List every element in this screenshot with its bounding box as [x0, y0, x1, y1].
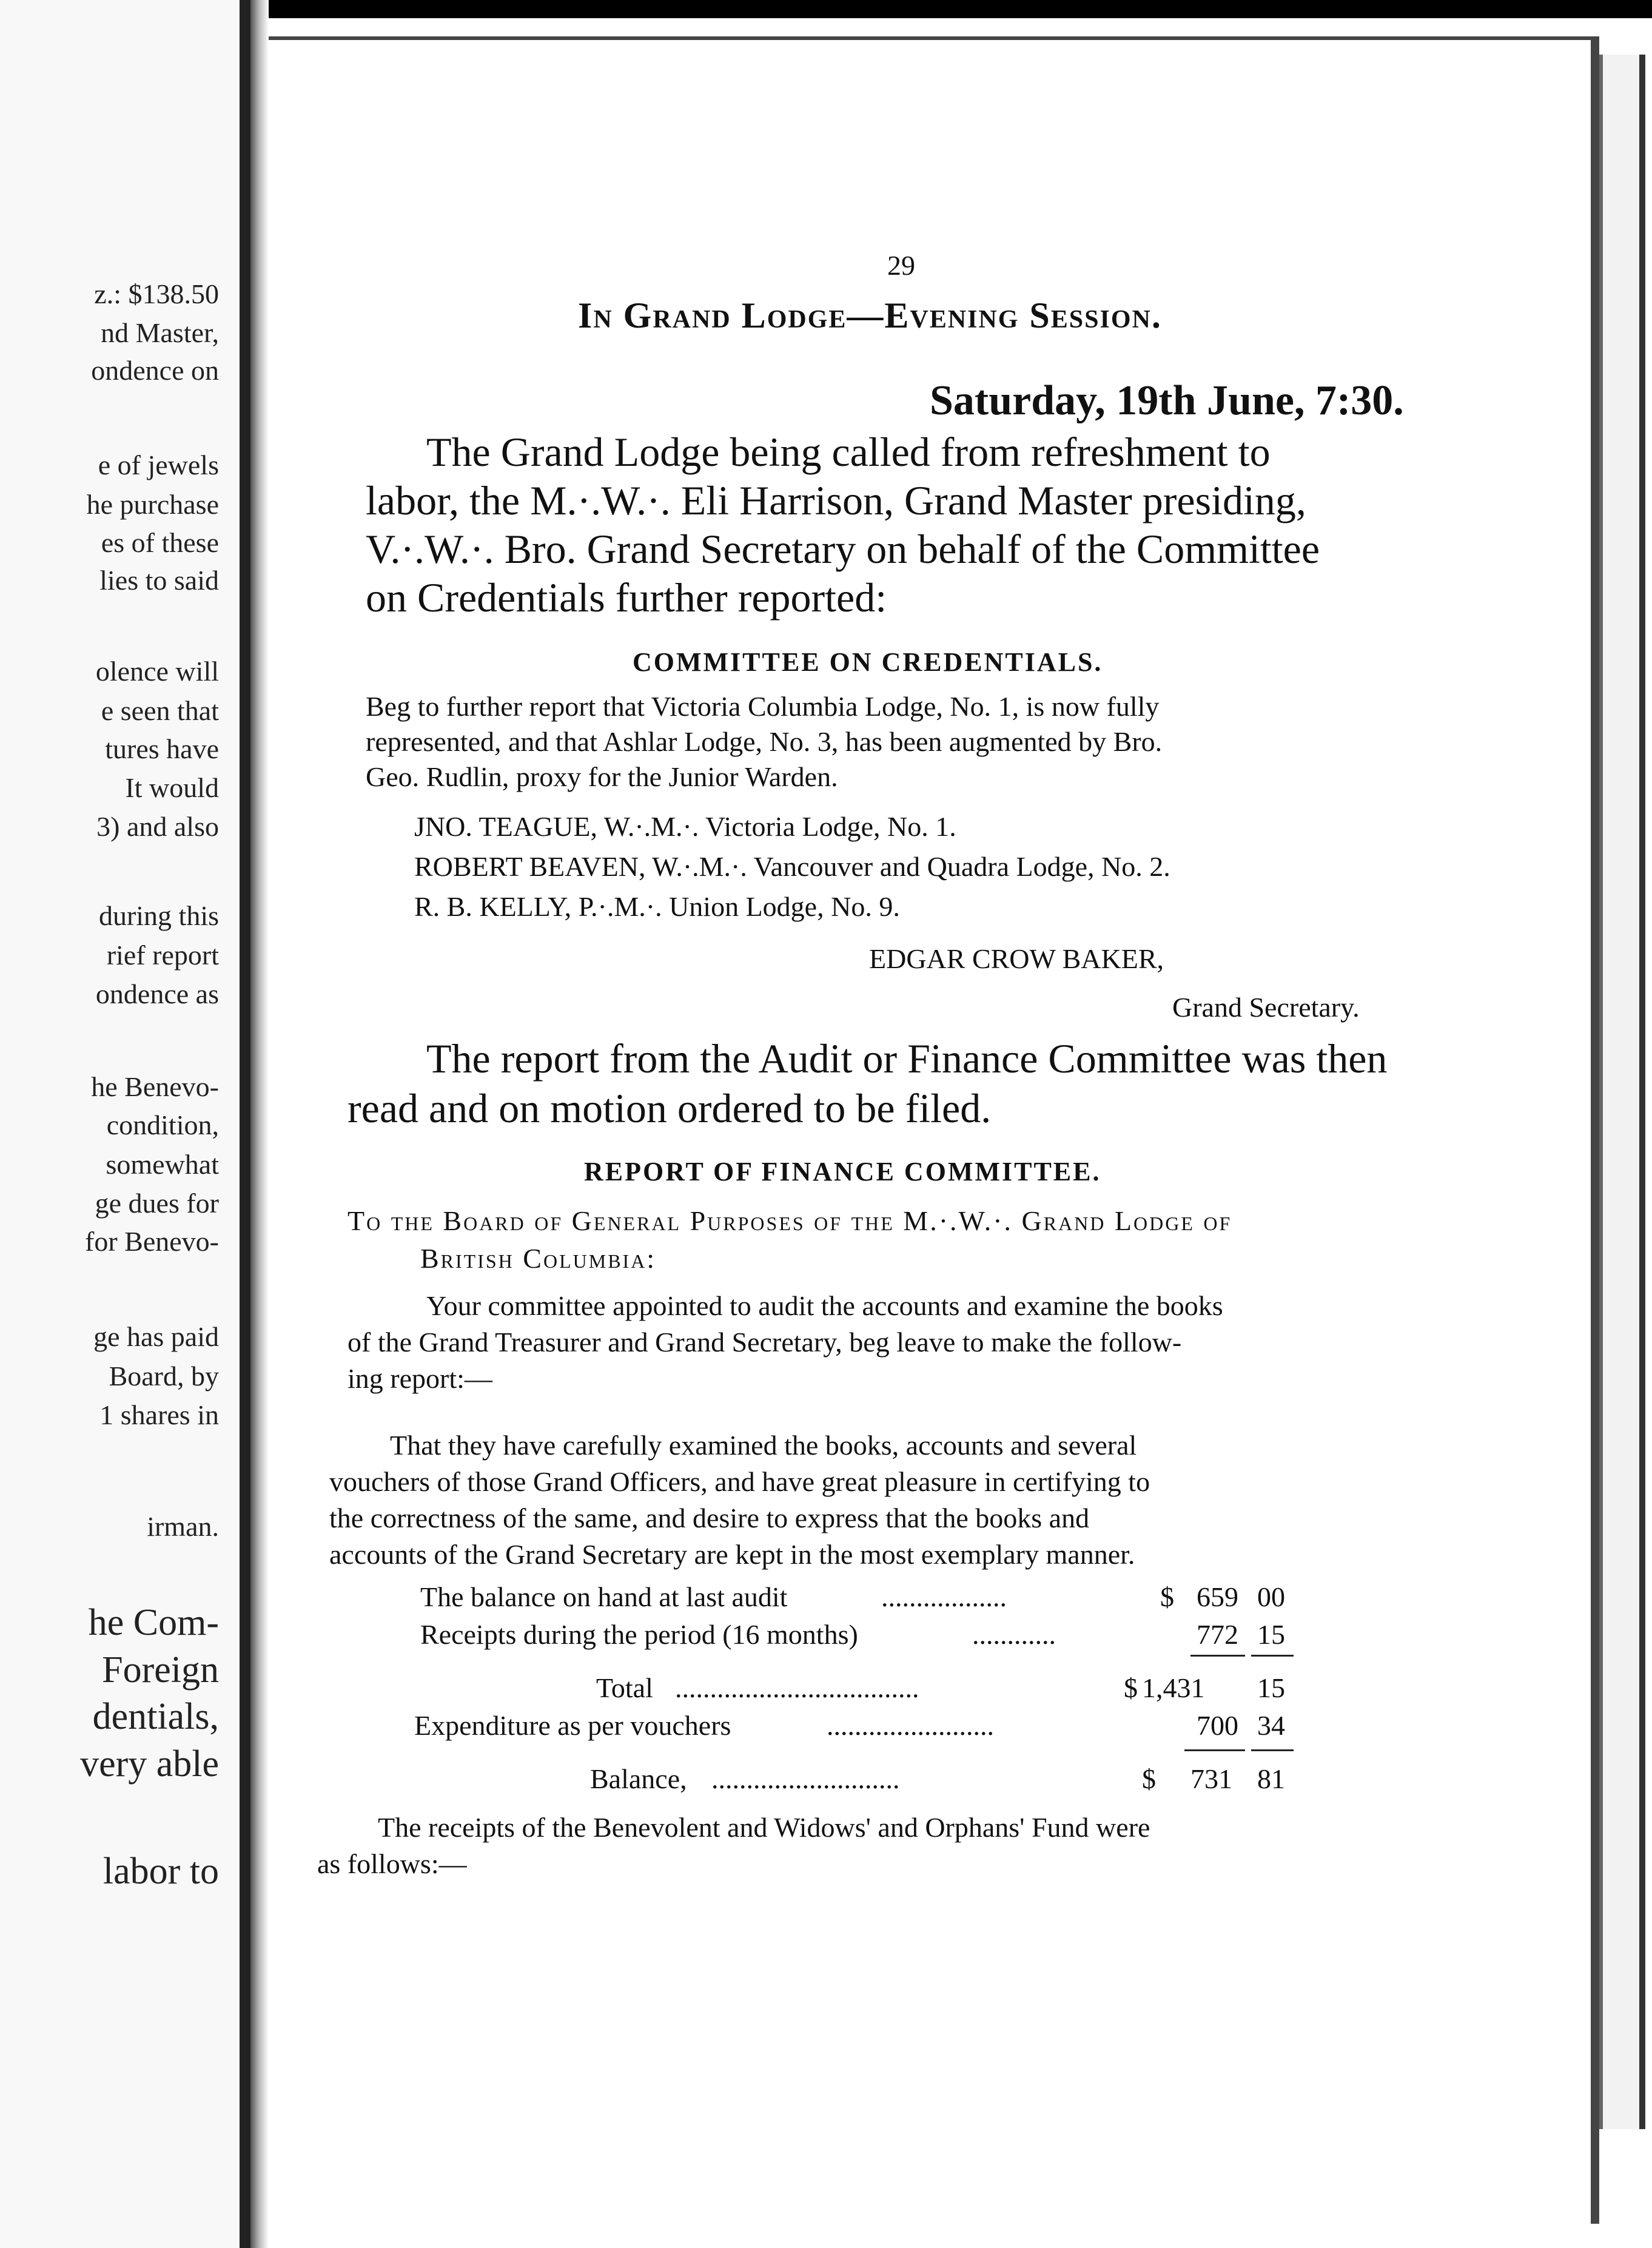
page-edge — [1599, 55, 1645, 2129]
ledger-dollar: $ — [1160, 1581, 1174, 1612]
ledger-leader: ........................ — [827, 1710, 994, 1741]
left-text-fragment: ge dues for — [95, 1188, 219, 1219]
left-text-fragment: irman. — [147, 1511, 219, 1542]
intro-line: V.·.W.·. Bro. Grand Secretary on behalf of the Committee — [366, 526, 1320, 572]
finance-intro-line: The report from the Audit or Finance Committee was then — [426, 1035, 1388, 1082]
credentials-line: represented, and that Ashlar Lodge, No. 3, has been augmented by Bro. — [366, 726, 1163, 757]
ledger-label: The balance on hand at last audit — [420, 1581, 788, 1612]
left-text-fragment: It would — [125, 772, 219, 803]
left-facing-page — [0, 0, 250, 2248]
finance-intro-line: read and on motion ordered to be filed. — [348, 1085, 992, 1131]
finance-para2-line: accounts of the Grand Secretary are kept in the most exemplary manner. — [329, 1539, 1135, 1570]
closing-line: as follows:— — [317, 1848, 467, 1879]
left-text-fragment: es of these — [101, 527, 219, 558]
ledger-dollar: $ — [1142, 1763, 1156, 1794]
left-text-fragment: lies to said — [99, 565, 219, 596]
finance-para1-line: ing report:— — [348, 1363, 492, 1394]
ledger-amount: 659 — [1197, 1581, 1238, 1612]
left-text-fragment: he purchase — [86, 489, 219, 520]
left-text-fragment: olence will — [95, 656, 219, 687]
left-text-fragment: Foreign — [102, 1649, 219, 1691]
closing-line: The receipts of the Benevolent and Widows' and Orphans' Fund were — [378, 1812, 1150, 1843]
sum-rule — [1184, 1749, 1245, 1751]
left-text-fragment: dentials, — [92, 1696, 219, 1737]
ledger-cents: 34 — [1257, 1710, 1285, 1741]
credentials-line: Beg to further report that Victoria Columbia Lodge, No. 1, is now fully — [366, 691, 1160, 722]
left-text-fragment: labor to — [102, 1851, 219, 1892]
intro-line: The Grand Lodge being called from refreshment to — [426, 429, 1271, 475]
left-text-fragment: e seen that — [101, 695, 219, 726]
right-page — [269, 36, 1599, 2224]
ledger-cents: 81 — [1257, 1763, 1285, 1794]
intro-line: on Credentials further reported: — [366, 574, 887, 621]
intro-line: labor, the M.·.W.·. Eli Harrison, Grand Master presiding, — [366, 477, 1306, 523]
left-text-fragment: e of jewels — [98, 449, 219, 480]
left-text-fragment: 1 shares in — [99, 1399, 219, 1430]
credentials-title: COMMITTEE ON CREDENTIALS. — [633, 647, 1103, 677]
finance-para2-line: That they have carefully examined the books, accounts and several — [390, 1430, 1137, 1461]
left-text-fragment: ondence on — [91, 355, 219, 386]
ledger-amount: 700 — [1197, 1710, 1238, 1741]
finance-para1-line: Your committee appointed to audit the accounts and examine the books — [426, 1290, 1223, 1321]
finance-title: REPORT OF FINANCE COMMITTEE. — [584, 1157, 1101, 1186]
left-text-fragment: nd Master, — [101, 317, 219, 348]
signer-line: ROBERT BEAVEN, W.·.M.·. Vancouver and Quadra Lodge, No. 2. — [414, 851, 1170, 882]
page-number: 29 — [887, 250, 915, 281]
ledger-cents: 15 — [1257, 1619, 1285, 1650]
credentials-line: Geo. Rudlin, proxy for the Junior Warden. — [366, 761, 838, 792]
ledger-leader: ........................... — [711, 1763, 900, 1794]
left-text-fragment: ge has paid — [93, 1321, 219, 1352]
left-text-fragment: he Com- — [88, 1602, 219, 1643]
finance-para1-line: of the Grand Treasurer and Grand Secretary, beg leave to make the follow- — [348, 1327, 1182, 1358]
book-gutter — [250, 0, 269, 2248]
ledger-cents: 15 — [1257, 1672, 1285, 1703]
left-text-fragment: for Benevo- — [85, 1226, 219, 1257]
left-text-fragment: tures have — [105, 733, 219, 764]
ledger-label: Balance, — [590, 1763, 687, 1794]
finance-para2-line: the correctness of the same, and desire to express that the books and — [329, 1503, 1090, 1533]
ledger-amount: 1,431 — [1142, 1672, 1205, 1703]
finance-para2-line: vouchers of those Grand Officers, and have great pleasure in certifying to — [329, 1466, 1150, 1497]
ledger-cents: 00 — [1257, 1581, 1285, 1612]
secretary-title: Grand Secretary. — [1172, 992, 1360, 1023]
left-text-fragment: somewhat — [106, 1149, 219, 1180]
dateline: Saturday, 19th June, 7:30. — [930, 377, 1404, 424]
left-text-fragment: condition, — [106, 1109, 219, 1140]
sum-rule — [1251, 1655, 1294, 1657]
sum-rule — [1190, 1655, 1245, 1657]
left-text-fragment: very able — [80, 1743, 219, 1785]
left-text-fragment: he Benevo- — [91, 1071, 219, 1102]
ledger-amount: 731 — [1190, 1763, 1232, 1794]
left-text-fragment: Board, by — [109, 1361, 219, 1392]
ledger-leader: .................. — [881, 1581, 1007, 1612]
ledger-label: Total — [596, 1672, 653, 1703]
left-text-fragment: ondence as — [95, 978, 219, 1009]
address-line: To the Board of General Purposes of the M.·.W.·. Grand Lodge of — [348, 1205, 1232, 1236]
ledger-label: Expenditure as per vouchers — [414, 1710, 731, 1741]
page-heading: In Grand Lodge—Evening Session. — [578, 295, 1162, 335]
ledger-label: Receipts during the period (16 months) — [420, 1619, 858, 1650]
secretary-name: EDGAR CROW BAKER, — [869, 943, 1164, 974]
sum-rule — [1251, 1749, 1294, 1751]
signer-line: JNO. TEAGUE, W.·.M.·. Victoria Lodge, No. 1. — [414, 811, 956, 842]
left-text-fragment: z.: $138.50 — [94, 278, 219, 309]
address-line: British Columbia: — [420, 1243, 657, 1274]
ledger-amount: 772 — [1197, 1619, 1238, 1650]
signer-line: R. B. KELLY, P.·.M.·. Union Lodge, No. 9. — [414, 891, 900, 922]
ledger-dollar: $ — [1124, 1672, 1138, 1703]
ledger-leader: ............ — [972, 1619, 1056, 1650]
left-text-fragment: 3) and also — [96, 811, 219, 842]
left-text-fragment: rief report — [106, 940, 219, 971]
left-text-fragment: during this — [98, 900, 219, 931]
ledger-leader: ................................... — [675, 1672, 919, 1703]
